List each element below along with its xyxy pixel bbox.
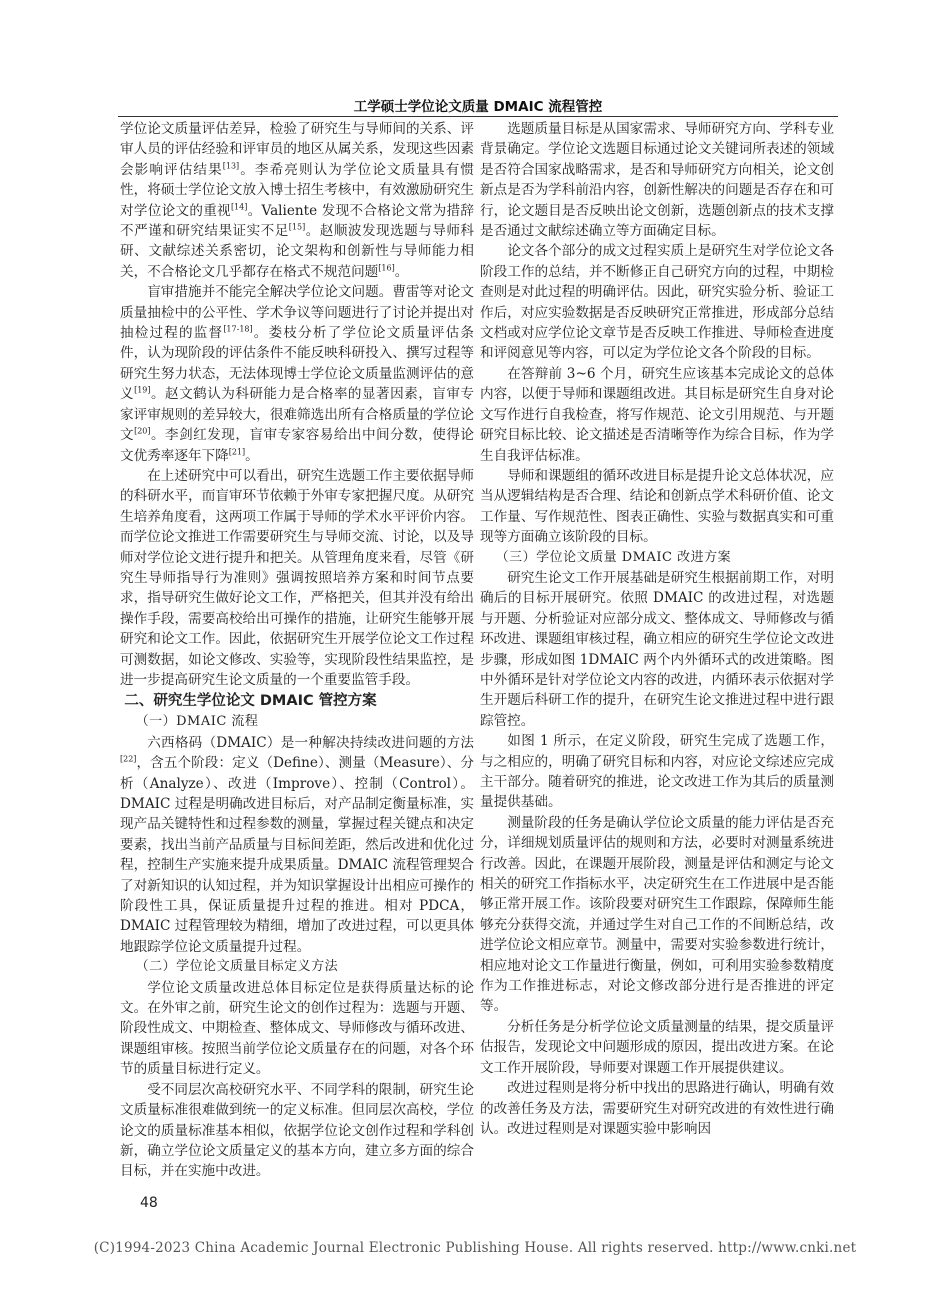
citation[interactable]: [22] [120,754,137,764]
subsection-heading: （一）DMAIC 流程 [135,714,259,730]
citation[interactable]: [17-18] [223,324,253,334]
paragraph: 论文各个部分的成文过程实质上是研究生对学位论文各阶段工作的总结，并不断修正自己研究方向的过程，中期检查则是对此过程的明确评估。因此，研究实验分析、验证工作后，对应实验数据是否反映研究正常推进，形成部分总结文档或对应学位论文章节是否反映工作推进、导师检查进度和评阅意见等内容，可以定为学位论文各个阶段的目标。 [480,243,834,362]
page-number: 48 [140,1195,158,1211]
citation[interactable]: [20] [134,426,151,436]
left-column [120,119,474,1182]
citation[interactable]: [15] [288,222,306,232]
paragraph: 盲审措施并不能完全解决学位论文问题。曹雷等对论文质量抽检中的公平性、学术争议等问题进行了讨论并提出对抽检过程的监督[17-18]。娄枝分析了学位论文质量评估条件，认为现阶段的评估条件不能反映科研投入、撰写过程等研究生努力状态，无法体现博士学位论文质量监测评估的意义[19]。赵文鹤认为科研能力是合格率的显著因素，盲审专家评审规则的差异较大，很难筛选出所有合格质量的学位论文[20]。李剑红发现，盲审专家容易给出中间分数，使得论文优秀率逐年下降[21]。 [120,284,475,464]
paragraph: 学位论文质量改进总体目标定位是获得质量达标的论文。在外审之前，研究生论文的创作过程为：选题与开题、阶段性成文、中期检查、整体成文、导师修改与循环改进、课题组审核。按照当前学位论文质量存在的问题，对各个环节的质量目标进行定义。 [120,979,474,1078]
citation[interactable]: [14] [230,202,248,212]
paragraph: 改进过程则是将分析中找出的思路进行确认，明确有效的改善任务及方法，需要研究生对研究改进的有效性进行确认。改进过程则是对课题实验中影响因 [480,1080,834,1137]
citation[interactable]: [16] [378,263,395,273]
paragraph: 如图 1 所示，在定义阶段，研究生完成了选题工作，与之相应的，明确了研究目标和内容，对应论文综述应完成主干部分。随着研究的推进，论文改进工作为其后的质量测量提供基础。 [480,733,834,811]
subsection-heading: （三）学位论文质量 DMAIC 改进方案 [495,549,732,565]
paragraph: 受不同层次高校研究水平、不同学科的限制，研究生论文质量标准很难做到统一的定义标准。但同层次高校，学位论文的质量标准基本相似，依据学位论文创作过程和学科创新，确立学位论文质量定义的基本方向，建立多方面的综合目标，并在实施中改进。 [120,1081,474,1180]
paragraph: 在答辩前 3~6 个月，研究生应该基本完成论文的总体内容，以便于导师和课题组改进。其目标是研究生自身对论文写作进行自我检查，将写作规范、论文引用规范、与开题研究目标比较、论文描述是否清晰等作为综合目标，作为学生自我评估标准。 [480,365,834,464]
paragraph: 在上述研究中可以看出，研究生选题工作主要依据导师的科研水平，而盲审环节依赖于外审专家把握尺度。从研究生培养角度看，这两项工作属于导师的学术水平评价内容。而学位论文推进工作需要研究生与导师交流、讨论，以及导师对学位论文进行提升和把关。从管理角度来看，尽管《研究生导师指导行为准则》强调按照培养方案和时间节点要求，指导研究生做好论文工作，严格把关，但其并没有给出操作手段，需要高校给出可操作的措施，让研究生能够开展研究和论文工作。因此，依据研究生开展学位论文工作过程可测数据，如论文修改、实验等，实现阶段性结果监控，是进一步提高研究生论文质量的一个重要监管手段。 [120,467,474,688]
citation[interactable]: [19] [134,385,151,395]
paragraph: 研究生论文工作开展基础是研究生根据前期工作，对明确后的目标开展研究。依照 DMAIC 的改进过程，对选题与开题、分析验证对应部分成文、整体成文、导师修改与循环改进、课题组审核过程，确立相应的研究生学位论文改进步骤，形成如图 1DMAIC 两个内外循环式的改进策略。图中外循环是针对学位论文内容的改进，内循环表示依据对学生开题后科研工作的提升，在研究生论文推进过程中进行跟踪管控。 [480,569,834,729]
citation[interactable]: [21] [228,446,246,456]
paragraph: 导师和课题组的循环改进目标是提升论文总体状况，应当从逻辑结构是否合理、结论和创新点学术科研价值、论文工作量、写作规范性、图表正确性、实验与数据真实和可重现等方面确立该阶段的目标。 [480,467,834,546]
copyright-footer: (C)1994-2023 China Academic Journal Electronic Publishing House. All rights reserved. http://www.cnki.net [93,1240,857,1256]
section-heading: 二、研究生学位论文 DMAIC 管控方案 [124,693,377,710]
running-header: 工学硕士学位论文质量 DMAIC 流程管控 [353,99,603,115]
paragraph: 学位论文质量评估差异，检验了研究生与导师间的关系、评审人员的评估经验和评审员的地区从属关系，发现这些因素会影响评估结果[13]。李希亮则认为学位论文质量具有惯性，将硕士学位论文放入博士招生考核中，有效激励研究生对学位论文的重视[14]。Valiente 发现不合格论文常为措辞不严谨和研究结果证实不足[15]。赵顺波发现选题与导师科研、文献综述关系密切，论文架构和创新性与导师能力相关，不合格论文几乎都存在格式不规范问题[16]。 [120,121,475,280]
citation[interactable]: [13] [222,161,240,171]
paragraph: 选题质量目标是从国家需求、导师研究方向、学科专业背景确定。学位论文选题目标通过论文关键词所表述的领域是否符合国家战略需求，是否和导师研究方向相关，论文创新点是否为学科前沿内容，创新性解决的问题是否存在和可行，论文题目是否反映出论文创新，选题创新点的技术支撑是否通过文献综述确立等方面确定目标。 [480,121,834,240]
subsection-heading: （二）学位论文质量目标定义方法 [135,959,339,975]
paragraph: 测量阶段的任务是确认学位论文质量的能力评估是否充分，详细规划质量评估的规则和方法，必要时对测量系统进行改善。因此，在课题开展阶段，测量是评估和测定与论文相关的研究工作指标水平，决定研究生在工作进展中是否能够正常开展工作。该阶段要对研究生工作跟踪，保障师生能够充分获得交流，并通过学生对自己工作的不间断总结，改进学位论文相应章节。测量中，需要对实验参数进行统计，相应地对论文工作量进行衡量，例如，可利用实验参数精度作为工作推进标志，对论文修改部分进行是否推进的评定等。 [480,814,834,1015]
header-rule [118,116,838,117]
right-column [480,119,834,1139]
paragraph: 六西格码（DMAIC）是一种解决持续改进问题的方法[22]，含五个阶段：定义（Define）、测量（Measure）、分析（Analyze）、改进（Improve）、控制（Control）。DMAIC 过程是明确改进目标后，对产品制定衡量标准，实现产品关键特性和过程参数的测量，掌握过程关键点和决定要素，找出当前产品质量与目标间差距，然后改进和优化过程，控制生产实施来提升成果质量。DMAIC 流程管理契合了对新知识的认知过程，并为知识掌握设计出相应可操作的阶段性工具，保证质量提升过程的推进。相对 PDCA，DMAIC 过程管理较为精细，增加了改进过程，可以更具体地跟踪学位论文质量提升过程。 [120,734,474,955]
paragraph: 分析任务是分析学位论文质量测量的结果，提交质量评估报告，发现论文中问题形成的原因，提出改进方案。在论文工作开展阶段，导师要对课题工作开展提供建议。 [480,1018,834,1076]
